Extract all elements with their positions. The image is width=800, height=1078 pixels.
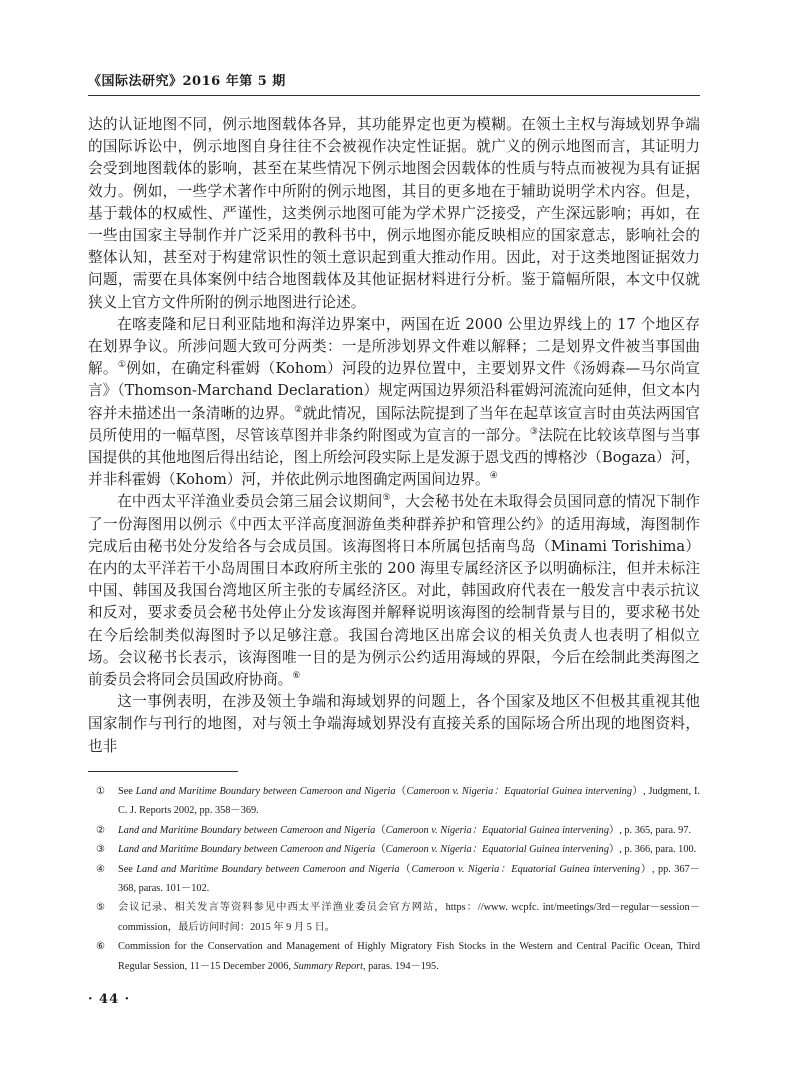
footnote-2	[88, 821, 700, 840]
footnote-text: ）, Judgment, I. C. J. Reports 2002, pp. 358－369.	[118, 786, 701, 817]
footnote-number: ③	[96, 844, 105, 856]
footnote-ref-6[interactable]: ⑥	[292, 671, 301, 682]
footnote-separator	[88, 771, 238, 772]
footnote-ref-4[interactable]: ④	[489, 471, 498, 482]
footnote-ref-2[interactable]: ②	[294, 404, 303, 415]
footnote-number: ⑥	[96, 941, 105, 953]
footnote-text: ）, p. 366, para. 100.	[608, 844, 697, 856]
paragraph-2	[88, 314, 700, 492]
paragraph-2-part-3: 就此情况，国际法院提到了当年在起草该宣言时由英法两国官员所使用的一幅草图，尽管该草图并非条约附图或为宣言的一部分。	[88, 404, 700, 444]
footnote-number: ②	[96, 824, 105, 836]
footnote-text: （	[375, 844, 386, 856]
footnote-number: ①	[96, 786, 105, 797]
footnote-text: See	[118, 863, 137, 875]
paragraph-3-part-1: 在中西太平洋渔业委员会第三届会议期间	[117, 493, 383, 511]
footnote-5	[88, 898, 700, 937]
paragraph-2-part-2: 例如，在确定科霍姆（Kohom）河段的边界位置中，主要划界文件《汤姆森—马尔尚宣言》（Thomson-Marchand Declaration）规定两国边界须沿科霍姆河流流向延伸，但文本内容并未描述出一条清晰的边界。	[88, 360, 700, 422]
footnote-6	[88, 937, 700, 976]
footnote-3	[88, 840, 700, 859]
footnote-ref-1[interactable]: ①	[117, 360, 127, 371]
footnote-case-parties: Cameroon v. Nigeria：Equatorial Guinea intervening	[411, 863, 640, 875]
footnote-case-title: Land and Maritime Boundary between Cameroon and Nigeria	[136, 863, 400, 875]
footnote-report-title: Summary Report	[293, 960, 363, 972]
page-number: · 44 ·	[88, 992, 131, 1007]
footnote-text: , paras. 194－195.	[363, 960, 439, 972]
paragraph-4: 这一事例表明，在涉及领土争端和海域划界的问题上，各个国家及地区不但极其重视其他国家制作与刊行的地图，对与领土争端海域划界没有直接关系的国际场合所出现的地图资料，也非	[88, 693, 700, 755]
footnote-number: ④	[96, 863, 105, 875]
footnote-text: ）, pp. 367－368, paras. 101－102.	[118, 863, 701, 895]
paragraph-3	[88, 491, 700, 691]
footnote-text: （	[395, 786, 407, 797]
footnote-4	[88, 860, 700, 899]
paragraph-2-part-1: 在喀麦隆和尼日利亚陆地和海洋边界案中，两国在近 2000 公里边界线上的 17 个地区存在划界争议。所涉问题大致可分两类：一是所涉划界文件难以解释；二是划界文件被当事国曲解。	[88, 315, 700, 378]
paragraph-3-part-2: ，大会秘书处在未取得会员国同意的情况下制作了一份海图用以例示《中西太平洋高度洄游鱼类种群养护和管理公约》的适用海域，海图制作完成后由秘书处分发给各与会成员国。该海图将日本所属包括南鸟岛（Minami Torishima）在内的太平洋若干小岛周围日本政府所主张的 200 海里专属经济区予以明确标注，但并未标注中国、韩国及我国台湾地区所主张的专属经济区。对此，韩国政府代表在一般发言中表示抗议和反对，要求委员会秘书处停止分发该海图并解释说明该海图的绘制背景与目的，要求秘书处在今后绘制类似海图时予以足够注意。我国台湾地区出席会议的相关负责人也表明了相似立场。会议秘书长表示，该海图唯一目的是为例示公约适用海域的界限，今后在绘制此类海图之前委员会将同会员国政府协商。	[88, 493, 700, 689]
footnote-case-title: Land and Maritime Boundary between Cameroon and Nigeria	[118, 844, 376, 856]
footnote-ref-5[interactable]: ⑤	[382, 493, 391, 504]
running-header: 《国际法研究》2016 年第 5 期	[88, 70, 700, 96]
footnotes	[88, 782, 700, 976]
footnote-case-parties: Cameroon v. Nigeria：Equatorial Guinea intervening	[406, 786, 632, 797]
body-text	[88, 114, 700, 758]
footnote-text: （	[399, 863, 412, 875]
footnote-text: 会议记录、相关发言等资料参见中西太平洋渔业委员会官方网站，https：//www. wcpfc. int/meetings/3rd－regular－session－commission，最后访问时间：2015 年 9 月 5 日。	[118, 902, 700, 933]
footnote-1	[88, 782, 700, 821]
footnote-ref-3[interactable]: ③	[529, 426, 539, 437]
footnote-number: ⑤	[96, 902, 105, 914]
footnote-case-title: Land and Maritime Boundary between Cameroon and Nigeria	[135, 786, 396, 797]
paragraph-1: 达的认证地图不同，例示地图载体各异，其功能界定也更为模糊。在领土主权与海域划界争端的国际诉讼中，例示地图自身往往不会被视作决定性证据。就广义的例示地图而言，其证明力会受到地图载体的影响，甚至在某些情况下例示地图会因载体的性质与特点而被视为具有证据效力。例如，一些学术著作中所附的例示地图，其目的更多地在于辅助说明学术内容。但是，基于载体的权威性、严谨性，这类例示地图可能为学术界广泛接受，产生深远影响；再如，在一些由国家主导制作并广泛采用的教科书中，例示地图亦能反映相应的国家意志，影响社会的整体认知，甚至对于构建常识性的领土意识起到重大推动作用。因此，对于这类地图证据效力问题，需要在具体案例中结合地图载体及其他证据材料进行分析。鉴于篇幅所限，本文中仅就狭义上官方文件所附的例示地图进行论述。	[88, 116, 700, 311]
footnote-case-title: Land and Maritime Boundary between Cameroon and Nigeria	[118, 824, 376, 836]
footnote-text: Commission for the Conservation and Management of Highly Migratory Fish Stocks in the Western and Central Pacific Ocean, Third Regular Session, 11－15 December 2006,	[118, 941, 700, 972]
paragraph-2-part-4: 法院在比较该草图与当事国提供的其他地图后得出结论，图上所绘河段实际上是发源于恩戈西的博格沙（Bogaza）河，并非科霍姆（Kohom）河，并依此例示地图确定两国间边界。	[88, 426, 700, 489]
footnote-case-parties: Cameroon v. Nigeria：Equatorial Guinea intervening	[385, 824, 609, 836]
footnote-case-parties: Cameroon v. Nigeria：Equatorial Guinea intervening	[385, 844, 609, 856]
footnote-text: （	[375, 824, 386, 836]
footnote-text: See	[118, 786, 136, 797]
footnote-text: ）, p. 365, para. 97.	[608, 824, 692, 836]
